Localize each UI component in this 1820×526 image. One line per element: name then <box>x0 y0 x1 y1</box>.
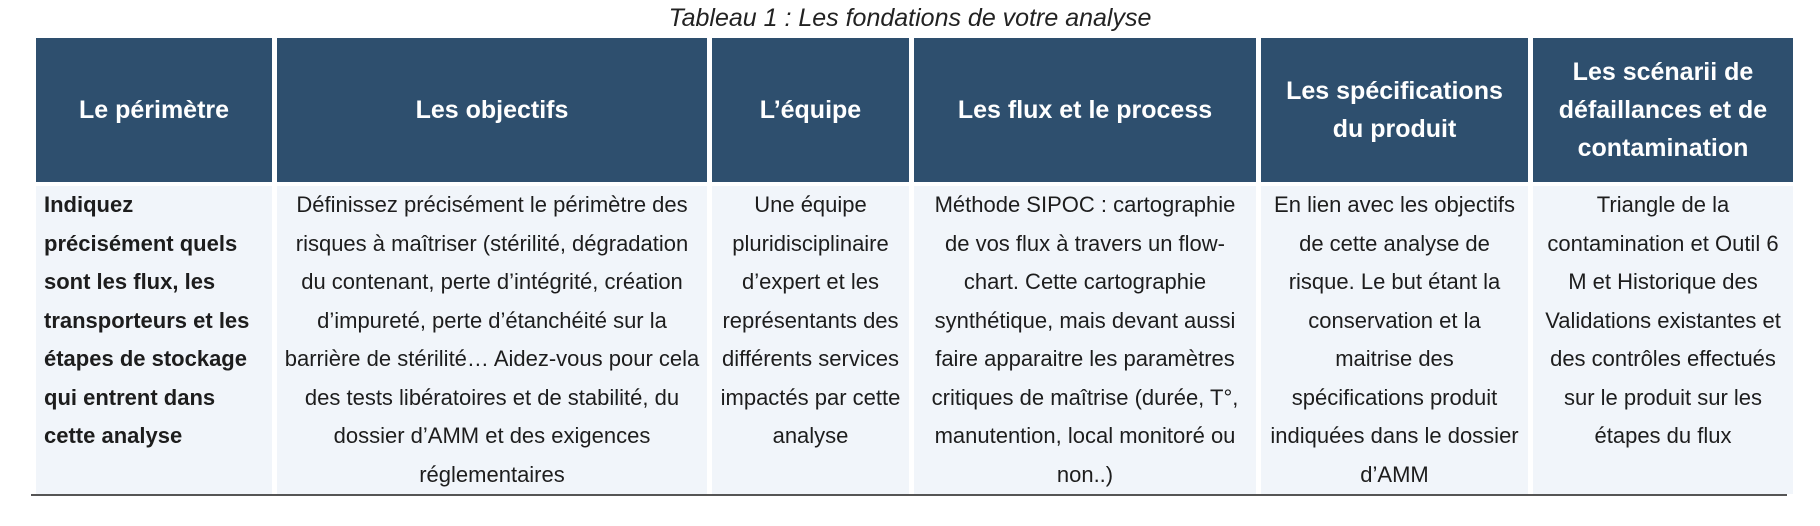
header-perimetre: Le périmètre <box>36 38 272 186</box>
cell-objectifs: Définissez précisément le périmètre des risques à maîtriser (stérilité, dégradation du contenant, perte d’intégrité, création d’impureté, perte d’étanchéité sur la barrière de stérilité… Aidez-vous pour cela des tests libératoires et de stabilité, du dossier d’AMM et des exigences réglementaires <box>277 186 707 494</box>
table-bottom-rule <box>31 494 1787 496</box>
header-specifications: Les spécifications du produit <box>1261 38 1528 186</box>
cell-perimetre: Indiquez précisément quels sont les flux, les transporteurs et les étapes de stockage qui entrent dans cette analyse <box>36 186 272 494</box>
header-equipe: L’équipe <box>712 38 909 186</box>
header-flux-process: Les flux et le process <box>914 38 1256 186</box>
cell-specifications: En lien avec les objectifs de cette analyse de risque. Le but étant la conservation et la maitrise des spécifications produit indiquées dans le dossier d’AMM <box>1261 186 1528 494</box>
table-row <box>36 186 1793 494</box>
table-caption: Tableau 1 : Les fondations de votre analyse <box>668 4 1152 32</box>
cell-flux-process: Méthode SIPOC : cartographie de vos flux à travers un flow-chart. Cette cartographie synthétique, mais devant aussi faire apparaitre les paramètres critiques de maîtrise (durée, T°, manutention, local monitoré ou non..) <box>914 186 1256 494</box>
cell-scenarii: Triangle de la contamination et Outil 6 M et Historique des Validations existantes et des contrôles effectués sur le produit sur les étapes du flux <box>1533 186 1793 494</box>
foundations-table <box>31 38 1798 494</box>
cell-equipe: Une équipe pluridisciplinaire d’expert et les représentants des différents services impactés par cette analyse <box>712 186 909 494</box>
header-scenarii: Les scénarii de défaillances et de contamination <box>1533 38 1793 186</box>
header-objectifs: Les objectifs <box>277 38 707 186</box>
table-header-row <box>36 38 1793 186</box>
